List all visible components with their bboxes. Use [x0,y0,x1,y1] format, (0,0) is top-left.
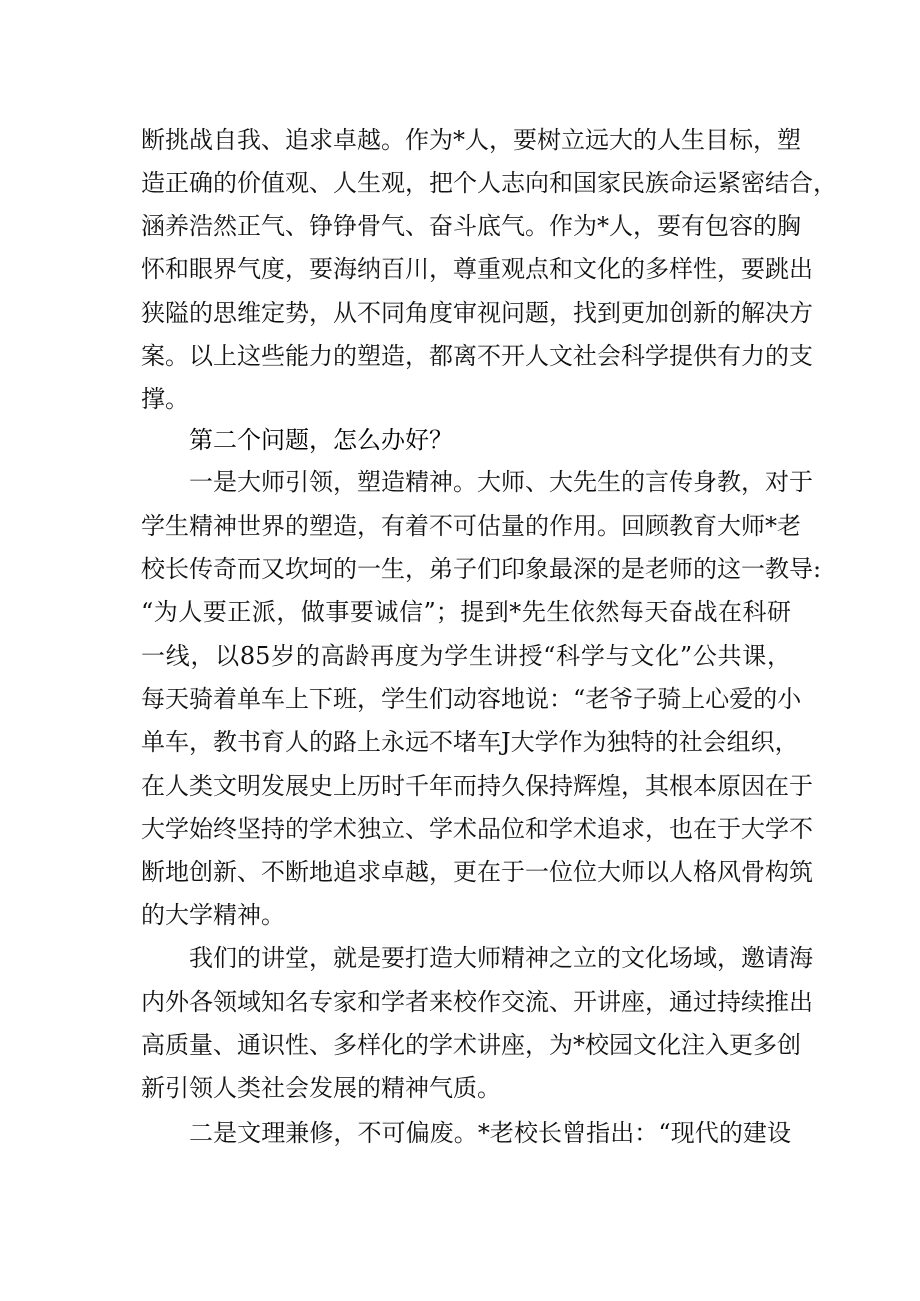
text-line: 学生精神世界的塑造，有着不可估量的作用。回顾教育大师*老 [141,512,801,540]
text-line: 断地创新、不断地追求卓越，更在于一位位大师以人格风骨构筑 [141,858,813,886]
text-line: 在人类文明发展史上历时千年而持久保持辉煌，其根本原因在于 [141,772,813,800]
text-line: 造正确的价值观、人生观，把个人志向和国家民族命运紧密结合， [141,169,837,197]
text-line: 涵养浩然正气、铮铮骨气、奋斗底气。作为*人，要有包容的胸 [141,212,801,240]
text-line: 撑。 [141,385,189,413]
text-line: 二是文理兼修，不可偏废。*老校长曾指出：“现代的建设 [189,1119,791,1147]
text-line: 大学始终坚持的学术独立、学术品位和学术追求，也在于大学不 [141,815,813,843]
text-line: 新引领人类社会发展的精神气质。 [141,1074,501,1102]
text-line: 每天骑着单车上下班，学生们动容地说：“老爷子骑上心爱的小 [141,685,802,713]
text-line: 怀和眼界气度，要海纳百川，尊重观点和文化的多样性，要跳出 [141,255,813,283]
text-line: 断挑战自我、追求卓越。作为*人，要树立远大的人生目标，塑 [141,126,801,154]
text-line: “为人要正派，做事要诚信”；提到*先生依然每天奋战在科研 [141,598,791,626]
text-line: 内外各领域知名专家和学者来校作交流、开讲座，通过持续推出 [141,988,813,1016]
text-line: 的大学精神。 [141,901,285,929]
text-line: 我们的讲堂，就是要打造大师精神之立的文化场域，邀请海 [189,944,813,972]
text-line: 一线，以85岁的高龄再度为学生讲授“科学与文化”公共课， [141,642,791,670]
text-line: 校长传奇而又坎坷的一生，弟子们印象最深的是老师的这一教导: [141,555,822,583]
section-heading: 第二个问题，怎么办好？ [189,426,453,454]
text-line: 案。以上这些能力的塑造，都离不开人文社会科学提供有力的支 [141,342,813,370]
text-line: 狭隘的思维定势，从不同角度审视问题，找到更加创新的解决方 [141,299,813,327]
text-line: 一是大师引领，塑造精神。大师、大先生的言传身教，对于 [189,468,813,496]
text-line: 高质量、通识性、多样化的学术讲座，为*校园文化注入更多创 [141,1031,801,1059]
text-line: 单车，教书育人的路上永远不堵车J大学作为独特的社会组织， [141,728,799,756]
